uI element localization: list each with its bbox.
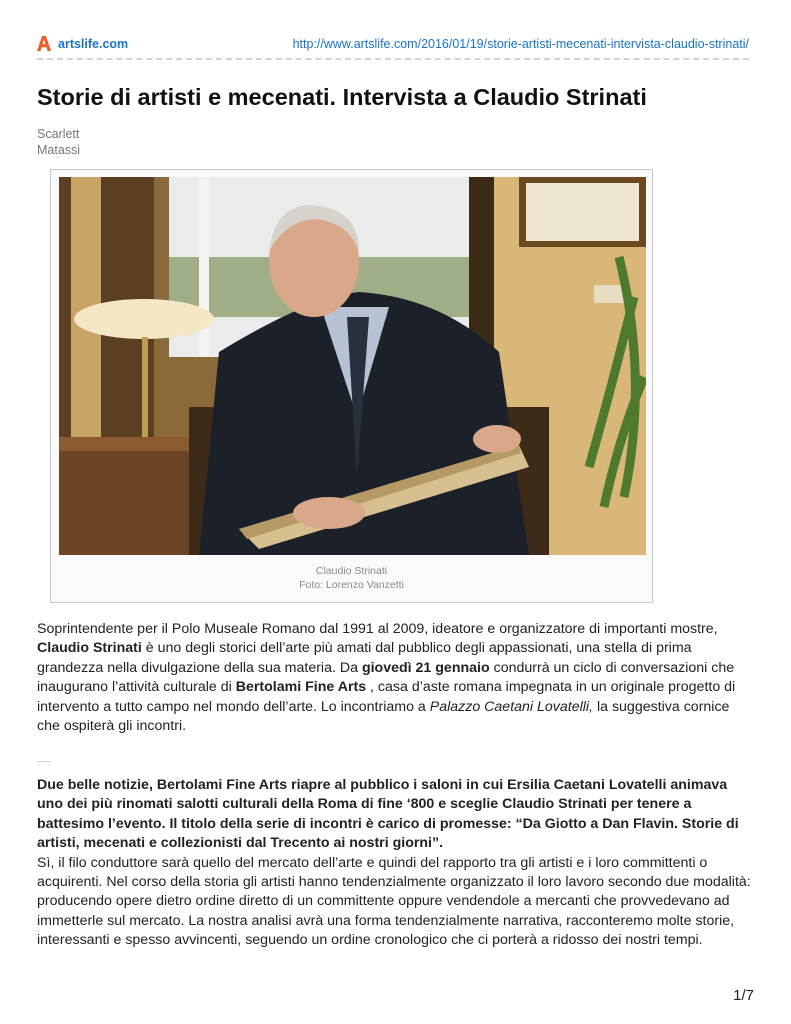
page-header [37, 35, 749, 55]
artslife-logo-icon [37, 36, 51, 51]
intro-text-2: è uno degli storici dell’arte più amati dal pubblico degli appassionati, una stella di prima grandezza nella divulgazione della sua materia. Da [37, 640, 692, 676]
author-name [37, 126, 97, 158]
caption-credit: Foto: Lorenzo Vanzetti [299, 579, 404, 591]
author-first-name: Scarlett [37, 127, 80, 141]
intro-bold-date: giovedì 21 gennaio [361, 659, 490, 676]
portrait-photo [59, 177, 646, 555]
header-divider [37, 58, 749, 60]
intro-text-4: , casa d’aste romana impegnata in un originale progetto di intervento a tutto campo nel mondo dell’arte. Lo incontriamo a [37, 679, 736, 715]
intro-text-1: Soprintendente per il Polo Museale Romano dal 1991 al 2009, ideatore e organizzatore di importanti mostre, [37, 621, 718, 637]
intro-bold-name: Claudio Strinati [37, 640, 142, 657]
intro-bold-org: Bertolami Fine Arts [235, 679, 367, 696]
article-title: Storie di artisti e mecenati. Intervista a Claudio Strinati [37, 84, 647, 110]
intro-paragraph [37, 620, 753, 736]
image-caption [51, 564, 652, 592]
interview-answer: Sì, il filo conduttore sarà quello del mercato dell’arte e quindi del rapporto tra gli artisti e i loro committenti o acquirenti. Nel corso della storia gli artisti hanno tendenzialmente organizzato il loro lavoro secondo due modalità: producendo opere dietro ordine diretto di un committente oppure vendendole a mercanti che provvedevano ad immetterle sul mercato. La nostra analisi avrà una forma tendenzialmente narrativa, racconteremo molte storie, interessanti e spesso avvincenti, seguendo un ordine cronologico che ci porterà a ridosso dei nostri tempi. [37, 854, 751, 949]
caption-subject: Claudio Strinati [315, 565, 388, 577]
interview-paragraph [37, 776, 753, 951]
intro-text-3: condurrà un ciclo di conversazioni che inaugurano l’attività culturale di [37, 659, 735, 696]
article-figure [50, 169, 653, 603]
article-url-link[interactable]: http://www.artslife.com/2016/01/19/storie-artisti-mecenati-intervista-claudio-strinati/ [292, 37, 749, 51]
page-number: 1/7 [733, 987, 754, 1004]
interview-question: Due belle notizie, Bertolami Fine Arts riapre al pubblico i saloni in cui Ersilia Caetani Lovatelli animava uno dei più rinomati salotti culturali della Roma di fine ‘800 e sceglie Claudio Strinati per tenere a battesimo l’evento. Il titolo della serie di incontri è carico di promesse: “Da Giotto a Dan Flavin. Storie di artisti, mecenati e collezionisti dal Trecento ai nostri giorni”. [37, 777, 739, 852]
section-separator [37, 761, 51, 762]
author-last-name: Matassi [37, 143, 81, 157]
site-name-link[interactable]: artslife.com [58, 37, 129, 51]
intro-text-5: la suggestiva cornice che ospiterà gli incontri. [37, 698, 730, 735]
intro-italic-venue: Palazzo Caetani Lovatelli, [429, 698, 594, 715]
